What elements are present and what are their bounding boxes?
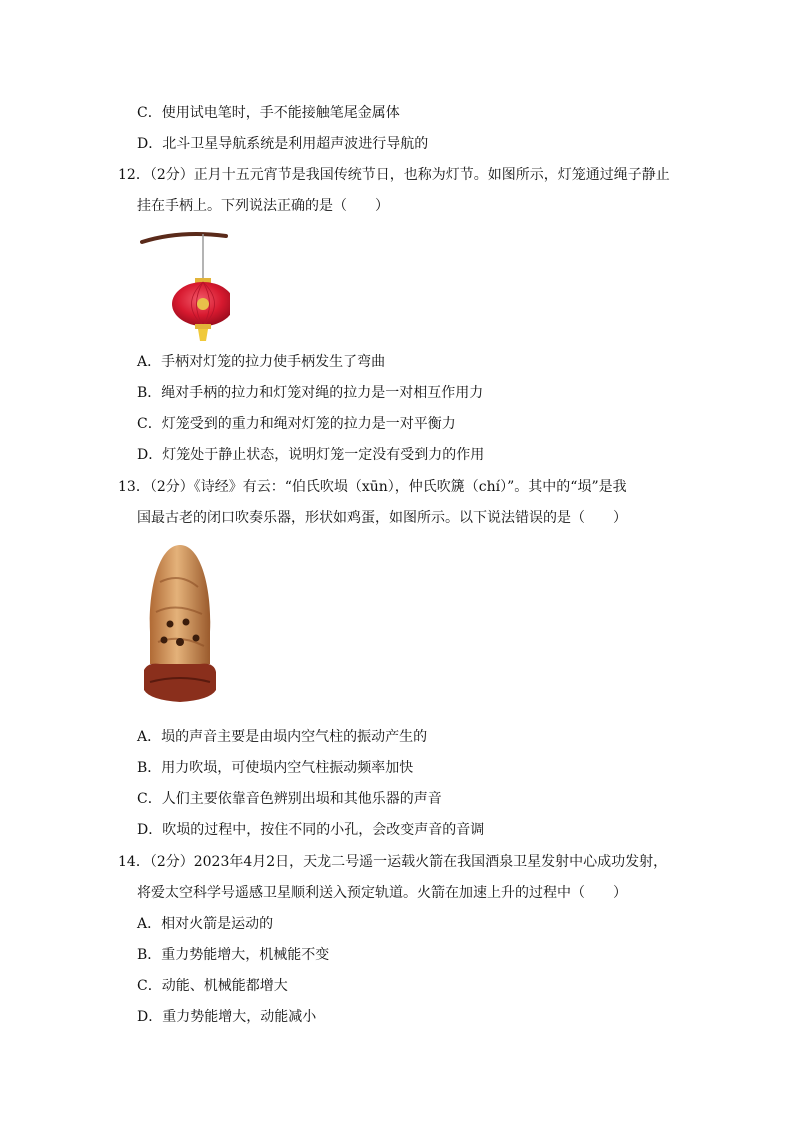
q11-option-c: C．使用试电笔时，手不能接触笔尾金属体 [137, 105, 400, 121]
q14-option-b: B．重力势能增大，机械能不变 [137, 947, 330, 963]
q12-option-c: C．灯笼受到的重力和绳对灯笼的拉力是一对平衡力 [137, 416, 456, 432]
q12-stem-line1: 12．（2分）正月十五元宵节是我国传统节日，也称为灯节。如图所示，灯笼通过绳子静止 [118, 167, 670, 183]
xun-body [150, 545, 211, 664]
handle [142, 234, 226, 242]
q13-option-d: D．吹埙的过程中，按住不同的小孔，会改变声音的音调 [137, 822, 485, 838]
q12-option-d: D．灯笼处于静止状态，说明灯笼一定没有受到力的作用 [137, 447, 485, 463]
xun-stand [144, 664, 216, 702]
tassel [198, 329, 208, 341]
q13-stem-line1: 13．（2分）《诗经》有云：“伯氏吹埙（xūn），仲氏吹篪（chí）”。其中的“埙”是我 [118, 479, 627, 495]
q13-stem-line2: 国最古老的闭口吹奏乐器，形状如鸡蛋，如图所示。以下说法错误的是（ ） [137, 510, 627, 526]
xun-figure [140, 542, 220, 710]
q14-stem-line2: 将爱太空科学号遥感卫星顺利送入预定轨道。火箭在加速上升的过程中（ ） [137, 885, 627, 901]
q11-option-d: D．北斗卫星导航系统是利用超声波进行导航的 [137, 136, 429, 152]
q13-option-a: A．埙的声音主要是由埙内空气柱的振动产生的 [137, 729, 428, 745]
lantern-figure [140, 228, 230, 343]
q13-option-c: C．人们主要依靠音色辨别出埙和其他乐器的声音 [137, 791, 442, 807]
q12-stem-line2: 挂在手柄上。下列说法正确的是（ ） [137, 198, 389, 214]
q12-option-b: B．绳对手柄的拉力和灯笼对绳的拉力是一对相互作用力 [137, 385, 484, 401]
q13-option-b: B．用力吹埙，可使埙内空气柱振动频率加快 [137, 760, 414, 776]
q14-option-a: A．相对火箭是运动的 [137, 916, 274, 932]
q12-option-a: A．手柄对灯笼的拉力使手柄发生了弯曲 [137, 354, 386, 370]
q14-option-d: D．重力势能增大，动能减小 [137, 1009, 317, 1025]
q14-option-c: C．动能、机械能都增大 [137, 978, 288, 994]
q14-stem-line1: 14．（2分）2023年4月2日，天龙二号遥一运载火箭在我国酒泉卫星发射中心成功发射， [118, 854, 668, 870]
